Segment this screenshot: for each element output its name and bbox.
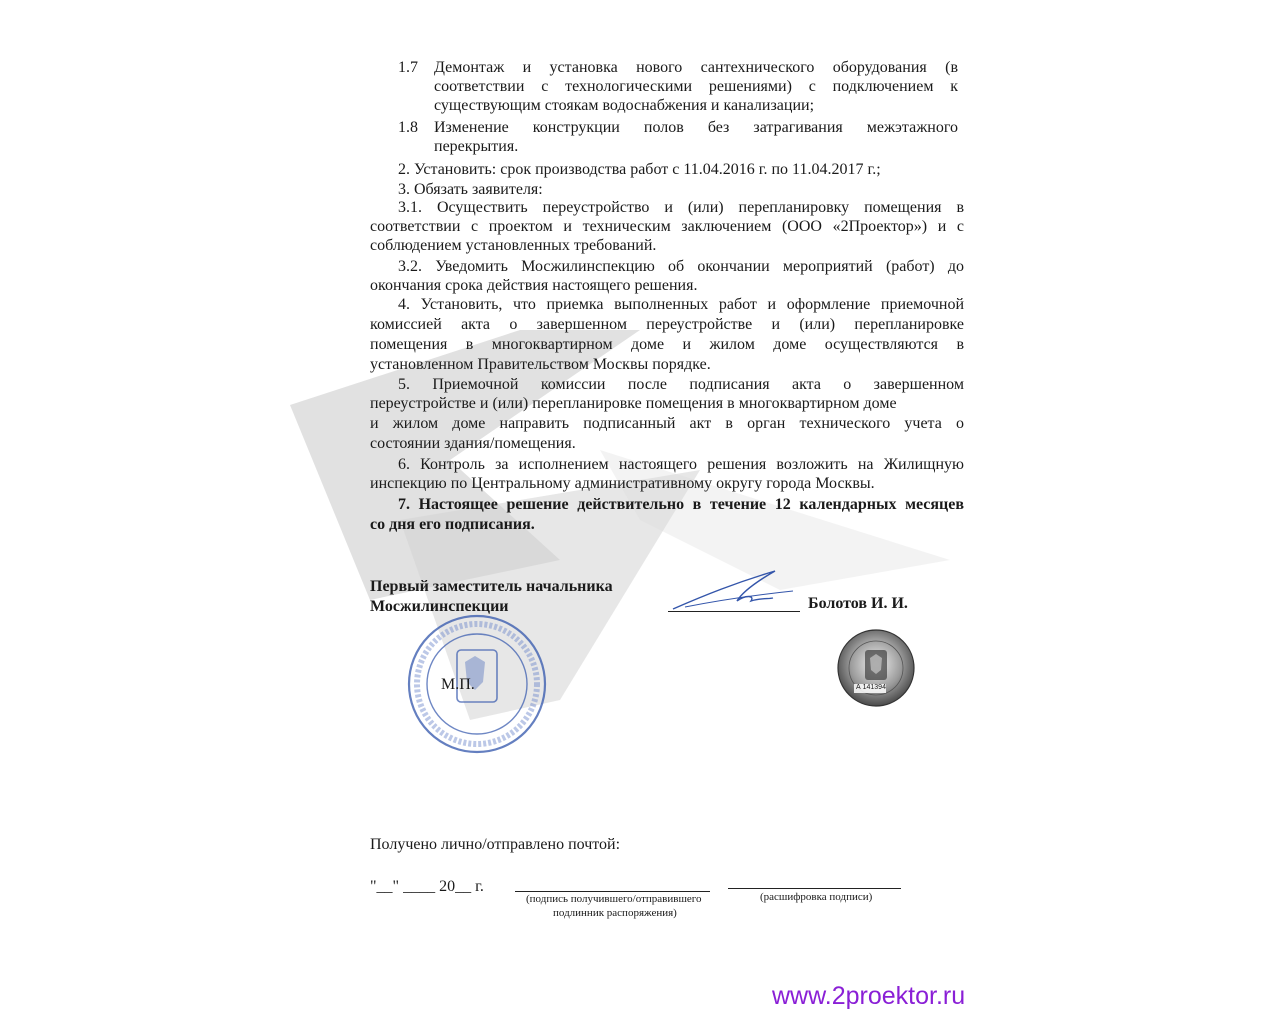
- paragraph-3-2-line: 3.2. Уведомить Мосжилинспекцию об окончании мероприятий (работ) до: [398, 258, 964, 275]
- item-line: существующим стоякам водоснабжения и канализации;: [434, 97, 815, 114]
- recipient-signature-line: [515, 891, 710, 892]
- hologram-serial: А 141394: [856, 684, 886, 691]
- item-number: 1.7: [398, 59, 418, 76]
- recipient-caption-line-1: (подпись получившего/отправившего: [526, 893, 702, 905]
- paragraph-4-line: комиссией акта о завершенном переустройстве и (или) перепланировке: [370, 316, 964, 333]
- website-link[interactable]: www.2proektor.ru: [772, 982, 966, 1010]
- paragraph-3-1-line: соответствии с проектом и техническим заключением (ООО «2Проектор») и с: [370, 218, 964, 235]
- hologram-sticker: [836, 628, 916, 708]
- item-number: 1.8: [398, 119, 418, 136]
- item-line: Изменение конструкции полов без затрагивания межэтажного: [434, 119, 958, 136]
- paragraph-4-line: установленном Правительством Москвы порядке.: [370, 356, 711, 373]
- paragraph-5-line: переустройстве и (или) перепланировке помещения в многоквартирном доме: [370, 395, 897, 412]
- paragraph-7-line: со дня его подписания.: [370, 516, 535, 533]
- recipient-caption-line-2: подлинник распоряжения): [553, 907, 677, 919]
- signer-title: Первый заместитель начальника: [370, 578, 613, 595]
- signer-organization: Мосжилинспекции: [370, 598, 509, 615]
- stamp-place-label: М.П.: [441, 676, 475, 693]
- received-label: Получено лично/отправлено почтой:: [370, 836, 621, 853]
- paragraph-3-2-line: окончания срока действия настоящего решения.: [370, 277, 698, 294]
- item-line: соответствии с технологическими решениями) с подключением к: [434, 78, 958, 95]
- paragraph-4-line: помещения в многоквартирном доме и жилом доме осуществляются в: [370, 336, 964, 353]
- paragraph-2: 2. Установить: срок производства работ с 11.04.2016 г. по 11.04.2017 г.;: [398, 161, 881, 178]
- item-line: перекрытия.: [434, 138, 519, 155]
- handwritten-signature: [665, 565, 805, 615]
- signature-decoding-line: [728, 888, 901, 889]
- paragraph-6-line: инспекцию по Центральному административному округу города Москвы.: [370, 475, 875, 492]
- item-line: Демонтаж и установка нового сантехнического оборудования (в: [434, 59, 958, 76]
- paragraph-3-1-line: 3.1. Осуществить переустройство и (или) перепланировку помещения в: [398, 199, 964, 216]
- paragraph-3-1-line: соблюдением установленных требований.: [370, 237, 657, 254]
- paragraph-7-line: 7. Настоящее решение действительно в течение 12 календарных месяцев: [398, 496, 964, 513]
- date-line: "__" ____ 20__ г.: [370, 878, 484, 895]
- paragraph-3: 3. Обязать заявителя:: [398, 181, 543, 198]
- paragraph-5-line: и жилом доме направить подписанный акт в орган технического учета о: [370, 415, 964, 432]
- paragraph-5-line: 5. Приемочной комиссии после подписания акта о завершенном: [398, 376, 964, 393]
- paragraph-5-line: состоянии здания/помещения.: [370, 435, 576, 452]
- decoding-caption: (расшифровка подписи): [760, 891, 873, 903]
- paragraph-6-line: 6. Контроль за исполнением настоящего решения возложить на Жилищную: [398, 456, 964, 473]
- signer-name: Болотов И. И.: [808, 595, 908, 612]
- paragraph-4-line: 4. Установить, что приемка выполненных работ и оформление приемочной: [398, 296, 964, 313]
- official-seal: [405, 612, 550, 757]
